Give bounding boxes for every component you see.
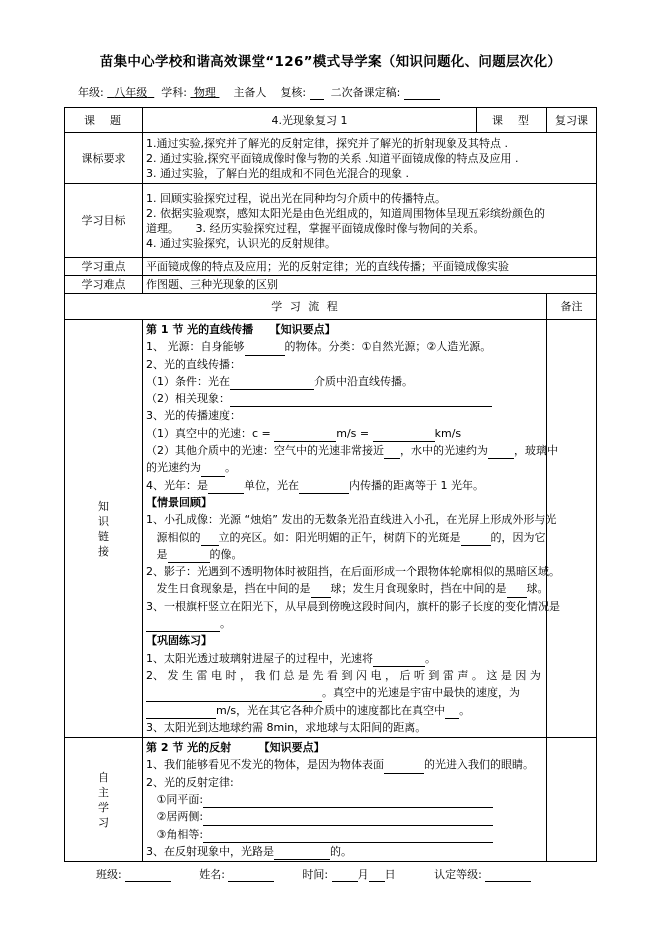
level-label: 认定等级: bbox=[434, 868, 482, 881]
answer-blank[interactable] bbox=[146, 689, 322, 702]
page-title: 苗集中心学校和谐高效课堂“126”模式导学案（知识问题化、问题层次化） bbox=[99, 54, 562, 70]
standard-item: 3. 通过实验，了解白光的组成和不同色光混合的现象 . bbox=[146, 166, 409, 180]
lesson-table bbox=[64, 107, 597, 862]
standard-item: 2. 通过实验,探究平面镜成像时像与物的关系 .知道平面镜成像的特点及应用 . bbox=[146, 151, 519, 165]
day-label: 日 bbox=[384, 868, 396, 881]
answer-blank[interactable] bbox=[245, 343, 285, 356]
answer-blank[interactable] bbox=[274, 429, 336, 442]
header-meta bbox=[78, 84, 440, 100]
month-blank[interactable] bbox=[332, 869, 358, 882]
answer-blank[interactable] bbox=[230, 377, 314, 390]
answer-blank[interactable] bbox=[146, 619, 220, 632]
answer-blank[interactable] bbox=[507, 585, 527, 598]
answer-blank[interactable] bbox=[488, 446, 514, 459]
answer-blank[interactable] bbox=[230, 394, 492, 407]
type-label: 课 型 bbox=[477, 108, 547, 133]
notes-cell-2[interactable] bbox=[547, 738, 597, 862]
answer-blank[interactable] bbox=[299, 481, 349, 494]
goals-label: 学习目标 bbox=[65, 184, 143, 258]
second-prep-label: 二次备课定稿: bbox=[330, 86, 401, 99]
answer-blank[interactable] bbox=[201, 533, 219, 546]
answer-blank[interactable] bbox=[203, 830, 493, 843]
standards-cell bbox=[143, 133, 597, 184]
goal-item: 道理。 3. 经历实验探究过程，掌握平面镜成像时像与物间的关系。 bbox=[146, 221, 485, 235]
reviewer-label: 复核: bbox=[280, 86, 307, 99]
standard-item: 1.通过实验,探究并了解光的反射定律，探究并了解光的折射现象及其特点 . bbox=[146, 136, 508, 150]
answer-blank[interactable] bbox=[208, 481, 244, 494]
name-label: 姓名: bbox=[199, 868, 225, 881]
second-prep-blank[interactable] bbox=[404, 87, 440, 100]
standards-label: 课标要求 bbox=[65, 133, 143, 184]
self-study-content: 第 2 节 光的反射 【知识要点】 1、我们能够看见不发光的物体，是因为物体表面 的光进入我们的眼睛。 2、光的反射定律: ①同平面: ②居两侧: ③角相等: 3、在反射现象中，光路是 的。 bbox=[143, 738, 547, 862]
month-label: 月 bbox=[357, 868, 369, 881]
answer-blank[interactable] bbox=[445, 706, 459, 719]
grade-value: 八年级 bbox=[114, 86, 148, 99]
difficulty-label: 学习难点 bbox=[65, 276, 143, 294]
key-label: 学习重点 bbox=[65, 258, 143, 276]
goal-item: 4. 通过实验探究，认识光的反射规律。 bbox=[146, 236, 336, 250]
answer-blank[interactable] bbox=[168, 550, 210, 563]
answer-blank[interactable] bbox=[384, 446, 400, 459]
goals-cell bbox=[143, 184, 597, 258]
key-value: 平面镜成像的特点及应用；光的反射定律；光的直线传播；平面镜成像实验 bbox=[143, 258, 597, 276]
answer-blank[interactable] bbox=[311, 585, 331, 598]
grade-label: 年级: bbox=[78, 86, 104, 99]
subject-label: 学科: bbox=[161, 86, 187, 99]
difficulty-value: 作图题、三种光现象的区别 bbox=[143, 276, 597, 294]
topic-label: 课 题 bbox=[65, 108, 143, 133]
footer bbox=[96, 866, 531, 882]
answer-blank[interactable] bbox=[373, 429, 435, 442]
answer-blank[interactable] bbox=[203, 795, 493, 808]
level-blank[interactable] bbox=[485, 869, 531, 882]
goal-item: 1. 回顾实验探究过程，说出光在同种均匀介质中的传播特点。 bbox=[146, 191, 446, 205]
subject-value: 物理 bbox=[193, 86, 216, 99]
answer-blank[interactable] bbox=[384, 761, 424, 774]
topic-value: 4.光现象复习 1 bbox=[143, 108, 477, 133]
notes-cell-1[interactable] bbox=[547, 320, 597, 738]
answer-blank[interactable] bbox=[201, 464, 225, 477]
time-label: 时间: bbox=[302, 868, 329, 881]
answer-blank[interactable] bbox=[373, 654, 425, 667]
knowledge-content: 第 1 节 光的直线传播 【知识要点】 1、 光源：自身能够 的物体。分类：①自然光源；②人造光源。 2、光的直线传播： （1）条件：光在 介质中沿直线传播。 （2）相关现象： 3、光的传播速度： （1）真空中的光速：c = m/s = km/s （2）其他介质中的光速：空气中的光速非常接近 ，水中的光速约为 ，玻璃中 的光速约为 。 4、光年：是 单位，光在 内传播的距离等于 1 光年。 【情景回顾】 1、小孔成像：光源 “烛焰” 发出的无数条光沿直线进入小孔，在光屏上形成外形与光 源相似的 立的亮区。如：阳光明媚的正午，树荫下的光斑是 的，因为它 是 的像。 2、影子：光遇到不透明物体时被阻挡，在后面形成一个跟物体轮廓相似的黑暗区域。 发生日食现象是，挡在中间的是 球；发生月食现象时，挡在中间的是 球。 3、一根旗杆竖立在阳光下，从早晨到傍晚这段时间内，旗杆的影子长度的变化情况是 。 【巩固练习】 1、太阳光透过玻璃射进屋子的过程中，光速将 。 2、 发 生 雷 电 时 ， 我 们 总 是 先 看 到 闪 电 ， 后 听 到 雷 声 。 这 是 因 为 。真空中的光速是宇宙中最快的速度，为 m/s，光在其它各种介质中的速度都比在真空中 。 3、太阳光到达地球约需 8min，求地球与太阳间的距离。 bbox=[143, 320, 547, 738]
answer-blank[interactable] bbox=[203, 813, 493, 826]
goal-item: 2. 依据实验观察，感知太阳光是由色光组成的，知道周围物体呈现五彩缤纷颜色的 bbox=[146, 206, 545, 220]
answer-blank[interactable] bbox=[146, 706, 216, 719]
preparer-label: 主备人 bbox=[233, 86, 267, 99]
name-blank[interactable] bbox=[228, 869, 274, 882]
notes-header: 备注 bbox=[547, 294, 597, 320]
process-header: 学 习 流 程 bbox=[65, 294, 547, 320]
day-blank[interactable] bbox=[369, 869, 385, 882]
class-blank[interactable] bbox=[125, 869, 171, 882]
type-value: 复习课 bbox=[547, 108, 597, 133]
answer-blank[interactable] bbox=[461, 533, 491, 546]
section-self-study: 自主学习 bbox=[65, 738, 143, 862]
class-label: 班级: bbox=[96, 868, 122, 881]
answer-blank[interactable] bbox=[274, 847, 330, 860]
section-knowledge-link: 知识链接 bbox=[65, 320, 143, 738]
